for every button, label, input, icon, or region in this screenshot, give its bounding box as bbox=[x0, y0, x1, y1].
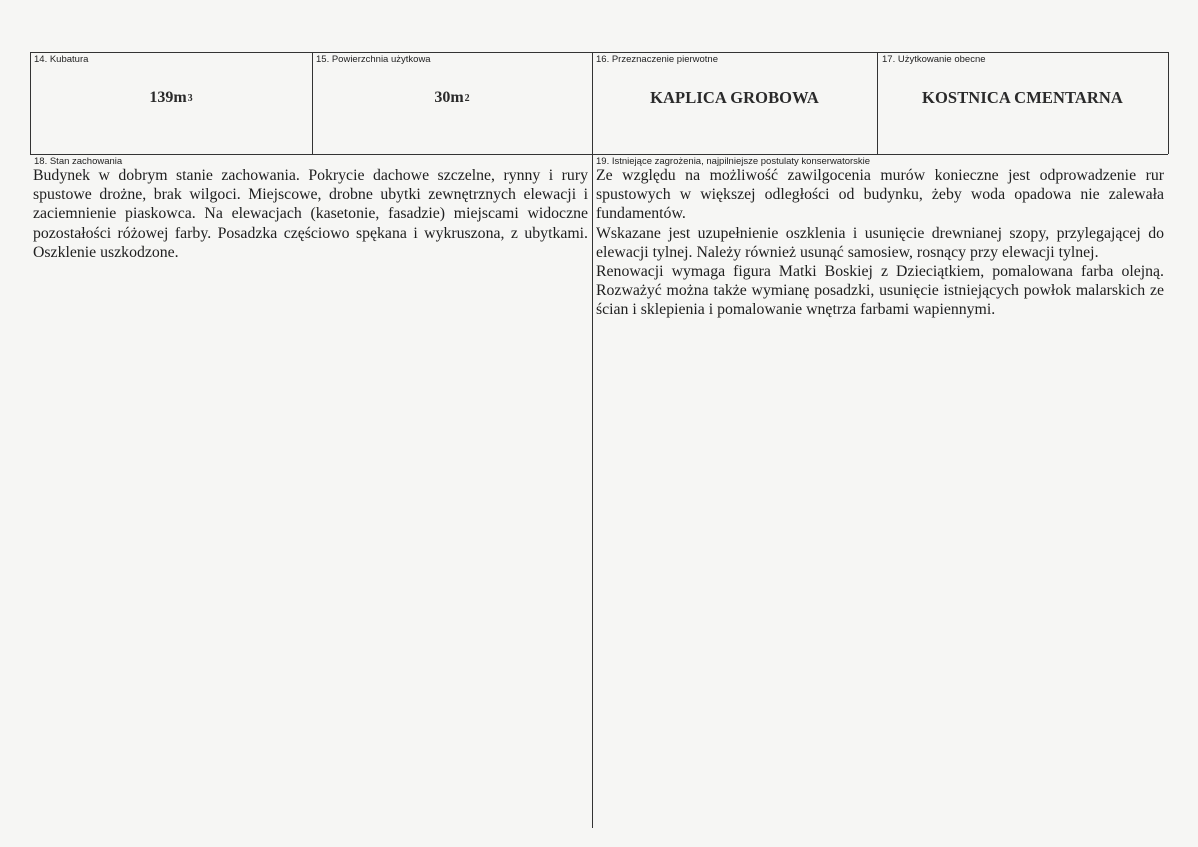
kubatura-unit-exponent: 3 bbox=[187, 92, 193, 104]
uzytkowanie-value: KOSTNICA CMENTARNA bbox=[922, 88, 1123, 107]
powierzchnia-label: 15. Powierzchnia użytkowa bbox=[316, 54, 431, 65]
kubatura-label: 14. Kubatura bbox=[34, 54, 89, 65]
powierzchnia-unit-exponent: 2 bbox=[464, 92, 470, 104]
uzytkowanie-label: 17. Użytkowanie obecne bbox=[882, 54, 986, 65]
stan-zachowania-paragraph: Budynek w dobrym stanie zachowania. Pokrycie dachowe szczelne, rynny i rury spustowe drożne, brak wilgoci. Miejscowe, drobne ubytki zewnętrznych elewacji i zaciemnienie piaskowca. Na elewacjach (kasetonie, fasadzie) miejscami widoczne pozostałości różowej farby. Posadzka częściowo spękana i wykruszona, z ubytkami. Oszklenie uszkodzone. bbox=[33, 167, 588, 261]
zagrozenia-text bbox=[596, 166, 1164, 320]
zagrozenia-label: 19. Istniejące zagrożenia, najpilniejsze postulaty konserwatorskie bbox=[596, 156, 871, 167]
kubatura-value bbox=[30, 84, 312, 112]
zagrozenia-paragraph-3: Renowacji wymaga figura Matki Boskiej z Dzieciątkiem, pomalowana farba olejną. Rozważyć można także wymianę posadzki, usunięcie istniejących powłok malarskich ze ścian i sklepienia i pomalowanie wnętrza farbami wapiennymi. bbox=[596, 263, 1164, 319]
kubatura-number: 139m bbox=[149, 89, 187, 106]
stan-zachowania-text bbox=[33, 166, 588, 262]
row-divider-line bbox=[30, 154, 1168, 155]
powierzchnia-value bbox=[312, 84, 592, 112]
right-border-line bbox=[1168, 52, 1169, 154]
zagrozenia-paragraph-2: Wskazane jest uzupełnienie oszklenia i usunięcie drewnianej szopy, przylegającej do elewacji tylnej. Należy również usunąć samosiew, rosnący przy elewacji tylnej. bbox=[596, 224, 1164, 261]
przeznaczenie-value: KAPLICA GROBOWA bbox=[650, 88, 819, 107]
column-divider-15-16 bbox=[592, 52, 593, 828]
zagrozenia-paragraph-1: Ze względu na możliwość zawilgocenia murów konieczne jest odprowadzenie rur spustowych w większej odległości od budynku, żeby woda opadowa nie zalewała fundamentów. bbox=[596, 167, 1164, 223]
stan-zachowania-label: 18. Stan zachowania bbox=[34, 156, 123, 167]
powierzchnia-number: 30m bbox=[434, 89, 464, 106]
top-border-line bbox=[30, 52, 1168, 53]
przeznaczenie-label: 16. Przeznaczenie pierwotne bbox=[596, 54, 718, 65]
